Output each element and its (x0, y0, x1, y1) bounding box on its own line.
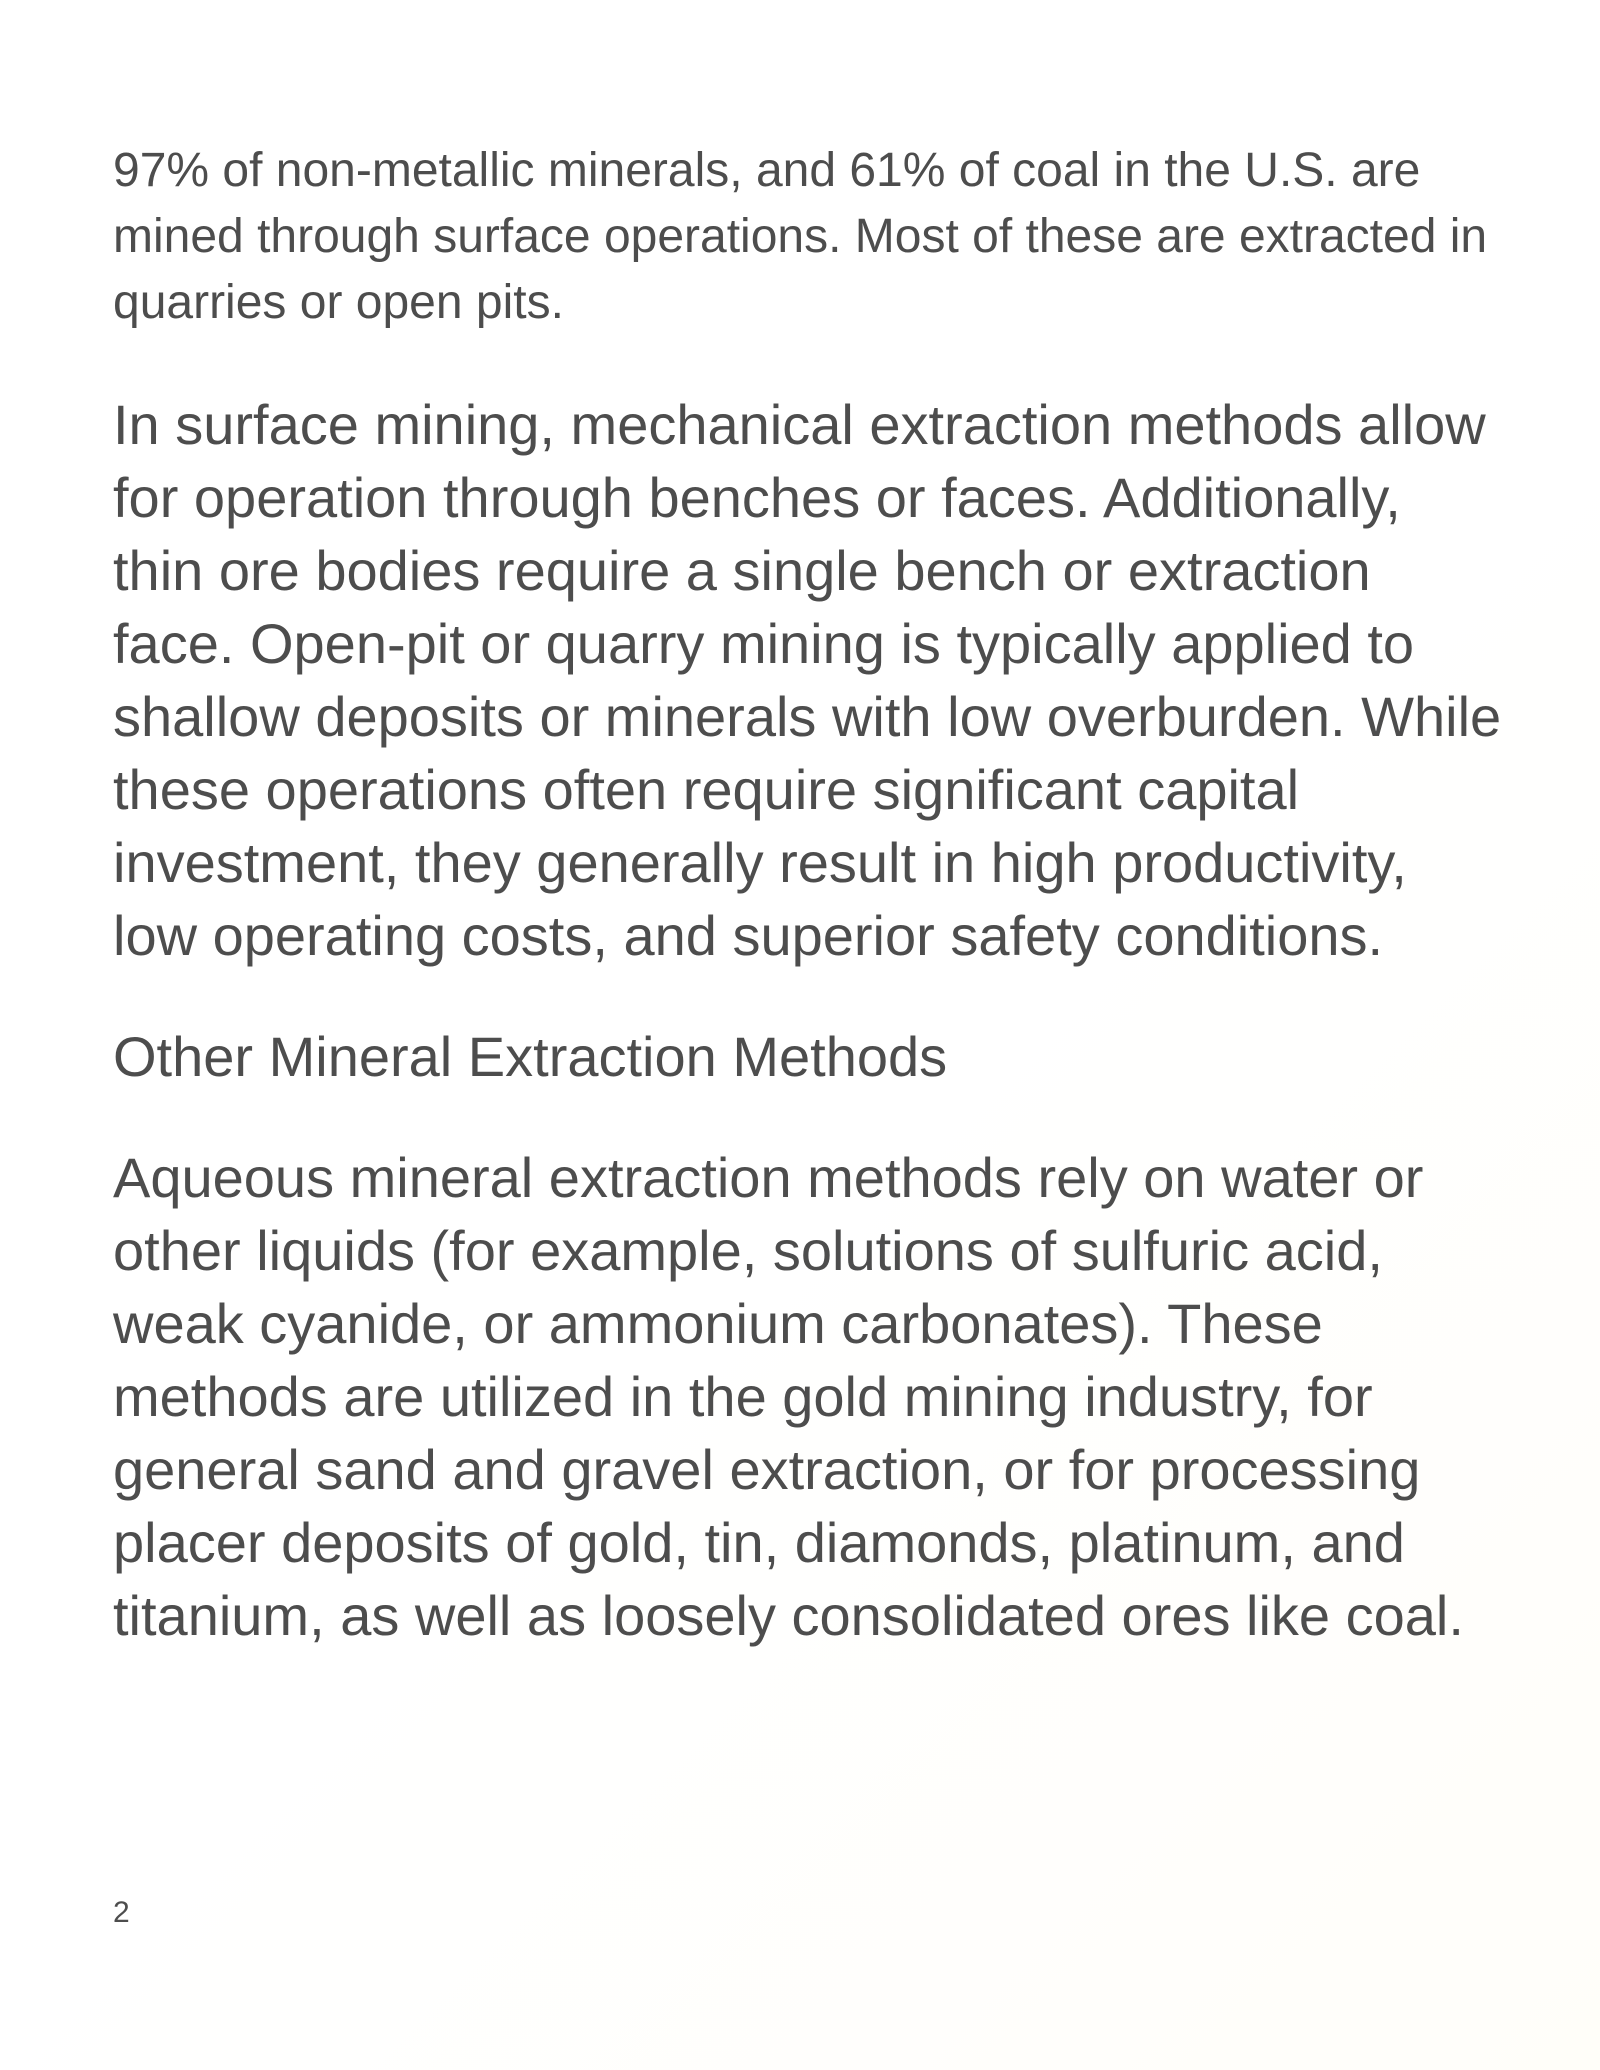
page-content (113, 138, 1503, 1652)
paragraph-surface-operations: 97% of non-metallic minerals, and 61% of coal in the U.S. are mined through surface operations. Most of these are extracted in quarries or open pits. (113, 144, 1488, 329)
paragraph-aqueous-extraction: Aqueous mineral extraction methods rely on water or other liquids (for example, solutions of sulfuric acid, weak cyanide, or ammonium carbonates). These methods are utilized in the gold mining industry, for general sand and gravel extraction, or for processing placer deposits of gold, tin, diamonds, platinum, and titanium, as well as loosely consolidated ores like coal. (113, 1146, 1464, 1647)
page-number: 2 (113, 1896, 130, 1929)
paragraph-surface-mining: In surface mining, mechanical extraction methods allow for operation through benches or faces. Additionally, thin ore bodies require a single bench or extraction face. Open-pit or quarry mining is typically applied to shallow deposits or minerals with low overburden. While these operations often require significant capital investment, they generally result in high productivity, low operating costs, and superior safety conditions. (113, 393, 1502, 967)
section-heading-other-methods: Other Mineral Extraction Methods (113, 1025, 948, 1088)
